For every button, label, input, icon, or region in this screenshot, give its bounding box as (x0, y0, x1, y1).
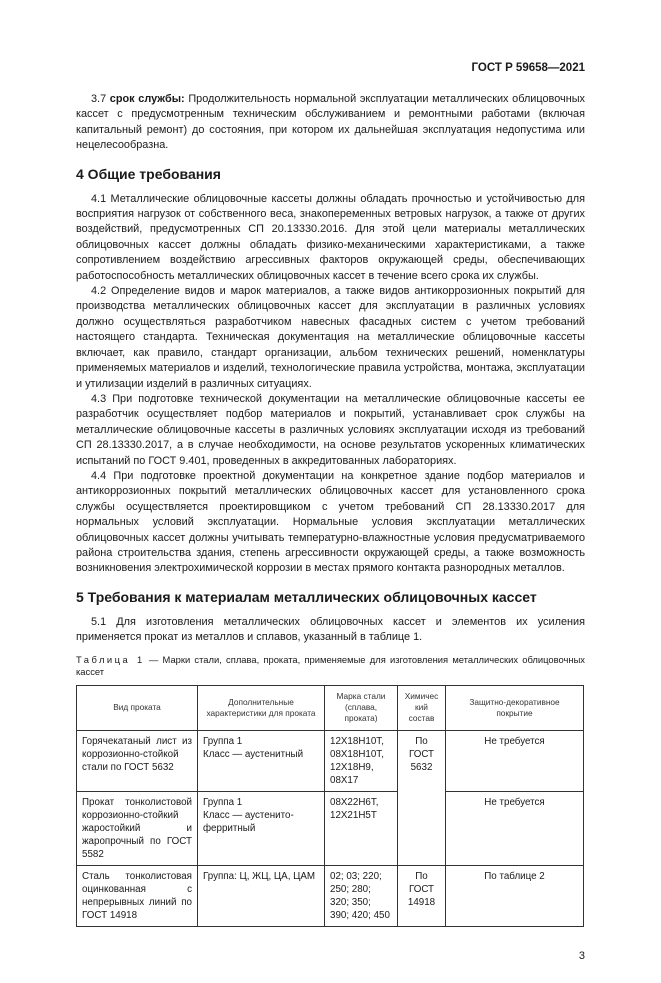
cell-extra (198, 730, 325, 791)
cell-coat: Не требуется (446, 730, 584, 791)
clause-3-7 (76, 92, 585, 154)
extra-line: Класс — аустенито-ферритный (203, 809, 294, 834)
clause-number: 3.7 (91, 93, 107, 105)
section-5-heading: 5 Требования к материалам металлических облицовочных кассет (76, 588, 537, 605)
caption-label: Таблица 1 (76, 653, 145, 665)
cell-grade: 12Х18Н10Т, 08Х18Н10Т, 12Х18Н9, 08Х17 (325, 730, 398, 791)
cell-type: Горячекатаный лист из коррозионно-стойкой стали по ГОСТ 5632 (77, 730, 198, 791)
table-row (77, 791, 584, 865)
clause-4-4: 4.4 При подготовке проектной документации на конкретное здание подбор материалов и антикоррозионных покрытий металлических облицовочных кассет для установленного срока службы осуществляется проектировщиком с учетом требований СП 28.13330.2017 для нормальных условий эксплуатации. Нормальные условия эксплуатации металлических облицовочных кассет должны учитывать температурно-влажностные условия предусматриваемого района строительства здания, степень агрессивности окружающей среды, а также возможность возникновения электрохимической коррозии в местах прямого контакта разнородных металлов. (76, 469, 585, 575)
cell-type: Прокат тонколистовой коррозионно-стойкий жаростойкий и жаропрочный по ГОСТ 5582 (77, 791, 198, 865)
cell-type: Сталь тонколистовая оцинкованная с непрерывных линий по ГОСТ 14918 (77, 865, 198, 926)
cell-extra (198, 791, 325, 865)
cell-grade: 02; 03; 220; 250; 280; 320; 350; 390; 420; 450 (325, 865, 398, 926)
cell-chem: По ГОСТ 5632 (398, 730, 446, 865)
extra-line: Группа 1 (203, 735, 243, 747)
clause-4-2: 4.2 Определение видов и марок материалов, а также видов антикоррозионных покрытий для производства металлических облицовочных кассет для эксплуатации в различных условиях должно осуществляться разработчиком навесных фасадных систем с учетом требований настоящего стандарта. Техническая документация на металлические облицовочные кассеты включает, как правило, стандарт организации, альбом технических решений, номенклатуры применяемых материалов и изделий, технологические правила устройства, монтажа, эксплуатации и утилизации изделий в различных ситуациях. (76, 285, 585, 390)
caption-text: — Марки стали, сплава, проката, применяемые для изготовления металлических облицовочных кассет (76, 653, 585, 678)
page-number: 3 (578, 949, 585, 962)
header-cell: Химический состав (398, 685, 446, 730)
table-row (77, 865, 584, 926)
section-4-body (76, 192, 585, 577)
header-cell: Марка стали (сплава, проката) (325, 685, 398, 730)
term: срок службы: (109, 93, 185, 105)
clause-4-3: 4.3 При подготовке технической документации на металлические облицовочные кассеты ее разработчик осуществляет подбор материалов и покрытий, устанавливает срок службы на металлические облицовочные кассеты в различных условиях эксплуатации исходя из требований СП 28.13330.2017, а в случае необходимости, на основе результатов ускоренных климатических испытаний по ГОСТ 9.401, проведенных в аккредитованных лабораториях. (76, 392, 585, 467)
definition: Продолжительность нормальной эксплуатации металлических облицовочных кассет с предусмотренным техническим обслуживанием и ремонтными работами (включая капитальный ремонт) до состояния, при котором их дальнейшая эксплуатация недопустима или нецелесообразна. (76, 93, 585, 152)
table-row (77, 730, 584, 791)
header-cell: Вид проката (77, 685, 198, 730)
clause-5-1: 5.1 Для изготовления металлических облицовочных кассет и элементов их усиления применяется прокат из металлов и сплавов, указанный в таблице 1. (76, 615, 585, 644)
table-caption (76, 654, 585, 679)
table-header-row (77, 685, 584, 730)
cell-coat: Не требуется (446, 791, 584, 865)
header-cell: Дополнительные характеристики для проката (198, 685, 325, 730)
cell-extra: Группа: Ц, ЖЦ, ЦА, ЦАМ (198, 865, 325, 926)
cell-coat: По таблице 2 (446, 865, 584, 926)
section-4-heading: 4 Общие требования (76, 165, 221, 182)
clause-4-1: 4.1 Металлические облицовочные кассеты должны обладать прочностью и устойчивостью для восприятия нагрузок от собственного веса, знакопеременных ветровых нагрузок, а также от других воздействий, предусмотренных СП 20.13330.2016. Для этой цели материалы металлических облицовочных кассет должны обладать физико-механическими характеристиками, а также сопротивлением воздействию агрессивных факторов окружающей среды, обеспечивающих работоспособность металлических облицовочных кассет в течение всего срока их службы. (76, 192, 585, 282)
extra-line: Класс — аустенитный (203, 748, 304, 760)
cell-grade: 08Х22Н6Т, 12Х21Н5Т (325, 791, 398, 865)
materials-table (76, 685, 584, 927)
extra-line: Группа 1 (203, 796, 243, 808)
section-5-body (76, 615, 585, 646)
cell-chem: По ГОСТ 14918 (398, 865, 446, 926)
document-id: ГОСТ Р 59658—2021 (471, 62, 585, 74)
header-cell: Защитно-декоративное покрытие (446, 685, 584, 730)
